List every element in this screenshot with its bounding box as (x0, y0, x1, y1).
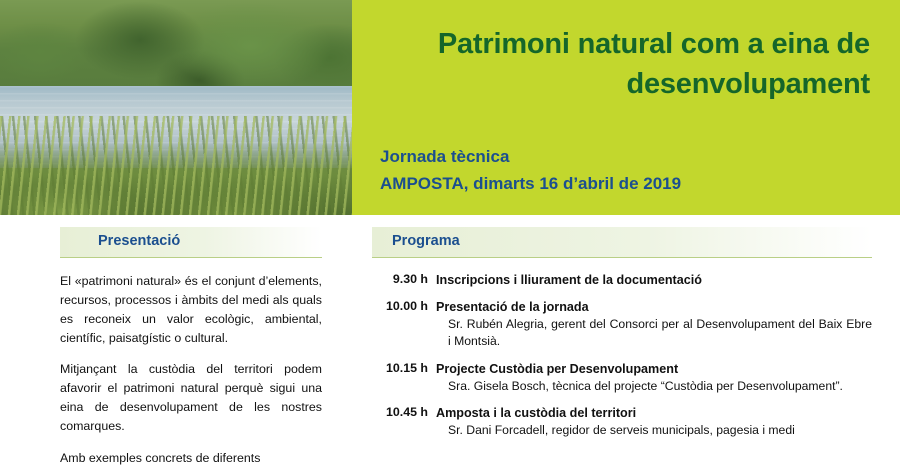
programme-item-desc: Sr. Rubén Alegria, gerent del Consorci per al Desenvolupament del Baix Ebre i Montsià. (448, 317, 872, 349)
programme-item-body (436, 299, 872, 351)
programme-item-desc: Sra. Gisela Bosch, tècnica del projecte “Custòdia per Desenvolupament”. (448, 378, 843, 393)
programme-item-time: 10.15 h (385, 360, 428, 375)
presentation-paragraph: El «patrimoni natural» és el conjunt d’elements, recursos, processos i àmbits del medi als quals es reconeix un valor ecològic, ambiental, científic, paisatgístic o cultural. (60, 274, 322, 345)
programme-item-body (436, 405, 872, 439)
event-date-label: AMPOSTA, dimarts 16 d’abril de 2019 (380, 174, 682, 193)
programme-heading-bar (372, 227, 872, 258)
programme-item-title: Amposta i la custòdia del territori (436, 405, 637, 420)
photo-trees-layer (0, 0, 352, 99)
presentation-paragraph: Mitjançant la custòdia del territori podem afavorir el patrimoni natural perquè sigui una eina de desenvolupament de les nostres comarques. (60, 362, 322, 433)
programme-heading: Programa (392, 233, 460, 249)
programme-item (372, 405, 872, 439)
presentation-heading-bar (60, 227, 322, 258)
header-text-block (380, 0, 880, 215)
programme-item-time: 10.00 h (385, 299, 428, 313)
programme-item-body (436, 272, 872, 289)
programme-item-time: 10.45 h (385, 404, 428, 419)
page-title: Patrimoni natural com a eina de desenvolupament (437, 28, 870, 101)
header-photo (0, 0, 352, 215)
programme-column (372, 227, 872, 449)
programme-item-title: Inscripcions i lliurament de la documentació (436, 273, 702, 287)
presentation-heading: Presentació (98, 233, 181, 249)
programme-item-desc: Sr. Dani Forcadell, regidor de serveis municipals, pagesia i medi (448, 422, 795, 437)
programme-item (372, 272, 872, 289)
presentation-paragraph: Amb exemples concrets de diferents (60, 450, 261, 465)
presentation-column (60, 227, 322, 470)
programme-item (372, 361, 872, 395)
programme-item-time: 9.30 h (392, 272, 428, 286)
programme-item-title: Presentació de la jornada (436, 300, 589, 314)
programme-item-title: Projecte Custòdia per Desenvolupament (436, 361, 679, 376)
body-area (0, 215, 900, 470)
header-band (0, 0, 900, 215)
event-type-label: Jornada tècnica (380, 147, 510, 166)
photo-grass-layer (0, 116, 352, 215)
programme-item-body (436, 361, 872, 395)
programme-item (372, 299, 872, 351)
